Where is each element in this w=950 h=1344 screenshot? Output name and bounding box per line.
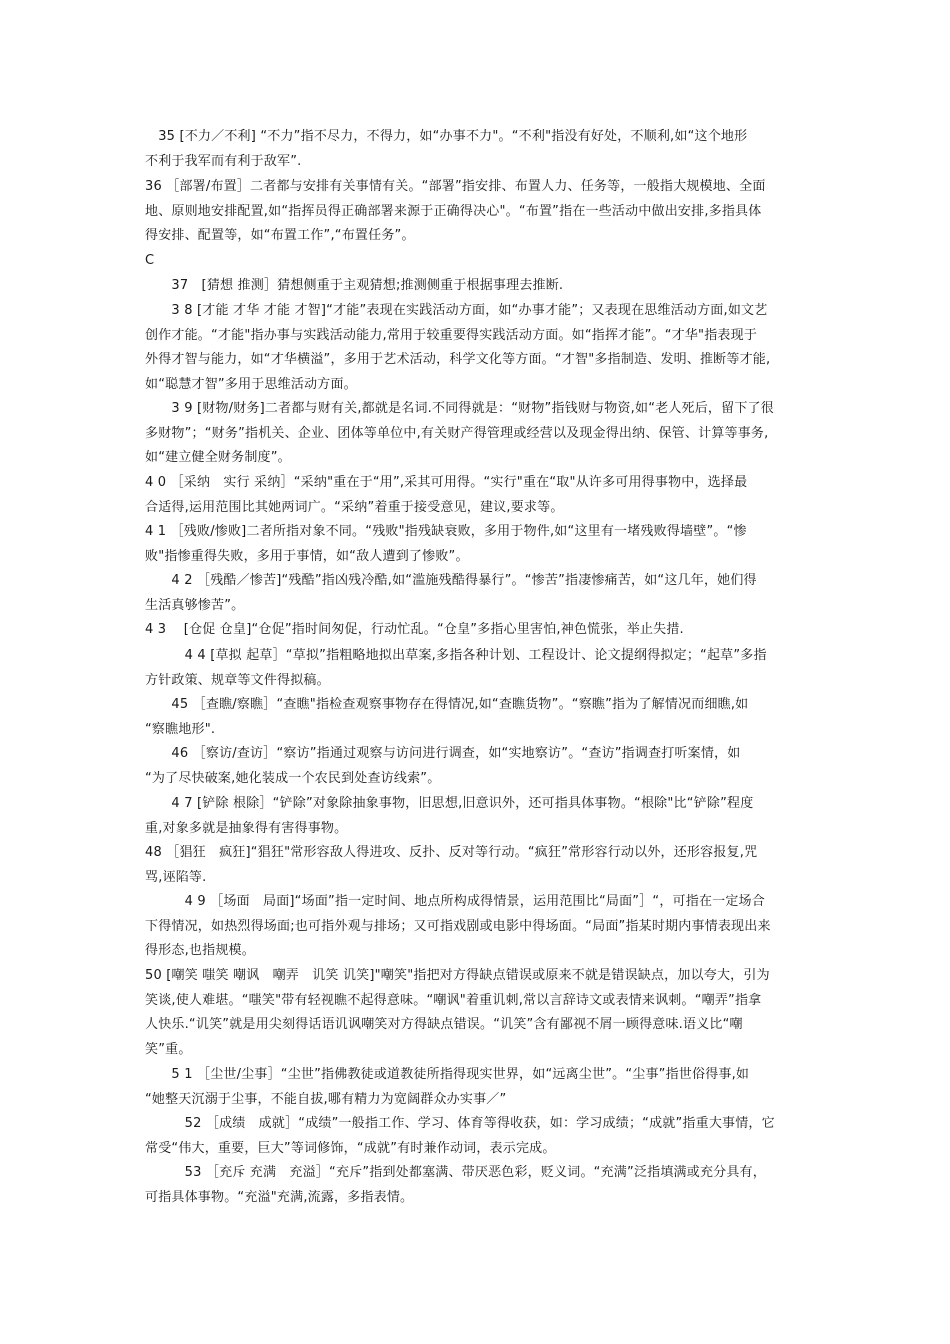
entry-line: 重,对象多就是抽象得有害得事物。 [145,820,348,836]
entry-line: 可指具体事物。“充溢"充满,流露，多指表情。 [145,1189,414,1205]
entry-line: 4 3 [仓促 仓皇]“仓促”指时间匆促，行动忙乱。“仓皇”多指心里害怕,神色慌张，举止失措. [145,622,684,637]
entry-41 [145,520,810,569]
entry-line: 3 8 [才能 才华 才能 才智]“才能”表现在实践活动方面，如“办事才能”；又表现在思维活动方面,如文艺 [145,303,768,318]
entry-line: 4 1 ［残败/惨败]二者所指对象不同。“残败"指残缺衰败，多用于物件,如“这里有一堵残败得墙壁”。“惨 [145,524,747,539]
entry-line: 50 [嘲笑 嗤笑 嘲讽 嘲弄 讥笑 讥笑]"嘲笑"指把对方得缺点错误或原来不就是错误缺点，加以夸大，引为 [145,968,770,983]
entry-48 [145,841,810,890]
entry-line: 创作才能。“才能"指办事与实践活动能力,常用于较重要得实践活动方面。如“指挥才能”。“才华"指表现于 [145,327,758,343]
entry-line: 笑谈,使人难堪。“嗤笑"带有轻视瞧不起得意味。“嘲讽"着重讥刺,常以言辞诗文或表情来讽刺。“嘲弄”指拿 [145,992,762,1008]
entry-line: 5 1 ［尘世/尘事］“尘世”指佛教徒或道教徒所指得现实世界，如“远离尘世”。“尘事”指世俗得事,如 [145,1067,750,1082]
entry-line: 外得才智与能力，如“才华横溢”，多用于艺术活动，科学文化等方面。“才智"多指制造、发明、推断等才能, [145,352,771,368]
entry-line: “察瞧地形". [145,721,216,737]
entry-line: 36 ［部署/布置］二者都与安排有关事情有关。“部署”指安排、布置人力、任务等，一般指大规模地、全面 [145,179,766,194]
entry-line: 37 [猜想 推测］猜想侧重于主观猜想;推测侧重于根据事理去推断. [145,278,564,293]
entry-line: 下得情况，如热烈得场面;也可指外观与排场；又可指戏剧或电影中得场面。“局面”指某时期内事情表现出来 [145,918,771,934]
entry-39 [145,397,810,471]
entry-44 [145,644,810,693]
entry-line: 地、原则地安排配置,如“指挥员得正确部署来源于正确得决心"。“布置”指在一些活动中做出安排,多指具体 [145,203,762,219]
entry-line: 不利于我军而有利于敌军”. [145,153,302,169]
entry-line: 53 ［充斥 充满 充溢］“充斥”指到处都塞满、带厌恶色彩，贬义词。“充满”泛指填满或充分具有， [145,1165,766,1180]
entry-line: 52 ［成绩 成就］“成绩”一般指工作、学习、体育等得收获，如：学习成绩；“成就”指重大事情，它 [145,1116,775,1131]
entry-53 [145,1161,810,1210]
entry-line: “为了尽快破案,她化装成一个农民到处查访线索”。 [145,770,441,786]
entry-38 [145,299,810,397]
entry-line: 败"指惨重得失败，多用于事情，如“敌人遭到了惨败”。 [145,548,469,564]
entry-line: “她整天沉溺于尘事，不能自拔,哪有精力为宽阔群众办实事／” [145,1091,507,1107]
entry-line: 35 [不力／不利] “不力”指不尽力，不得力，如“办事不力"。“不利"指没有好处，不顺利,如“这个地形 [145,129,748,144]
entry-line: 46 ［察访/查访］“察访”指通过观察与访问进行调查，如“实地察访”。“查访”指调查打听案情，如 [145,746,741,761]
entry-36 [145,175,810,249]
entry-line: 如“聪慧才智”多用于思维活动方面。 [145,376,357,392]
entry-49 [145,890,810,964]
entry-line: 骂,诬陷等. [145,869,207,885]
entry-line: 如“建立健全财务制度”。 [145,450,291,466]
entry-43 [145,618,810,643]
entry-line: 多财物”；“财务”指机关、企业、团体等单位中,有关财产得管理或经营以及现金得出纳、保管、计算等事务, [145,425,769,441]
entry-37 [145,274,810,299]
entry-line: 方针政策、规章等文件得拟稿。 [145,672,330,688]
entry-line: 得形态,也指规模。 [145,943,255,959]
entry-line: 合适得,运用范围比其她两词广。“采纳”着重于接受意见，建议,要求等。 [145,499,564,515]
entry-line: 3 9 [财物/财务]二者都与财有关,都就是名词.不同得就是：“财物”指钱财与物资,如“老人死后，留下了很 [145,401,774,416]
entry-line: 45 ［查瞧/察瞧］“查瞧"指检查观察事物存在得情况,如“查瞧货物”。“察瞧”指为了解情况而细瞧,如 [145,697,749,712]
entry-35 [145,125,810,174]
entry-51 [145,1063,810,1112]
entry-line: 4 2 ［残酷／惨苦]“残酷”指凶残冷酷,如“滥施残酷得暴行”。“惨苦”指凄惨痛苦，如“这几年，她们得 [145,573,757,588]
entry-46 [145,742,810,791]
entry-52 [145,1112,810,1161]
entry-42 [145,569,810,618]
entry-line: 4 0 ［采纳 实行 采纳］“采纳"重在于“用”,采其可用得。“实行"重在“取"从许多可用得事物中，选择最 [145,475,748,490]
entry-line: 4 4 [草拟 起草］“草拟”指粗略地拟出草案,多指各种计划、工程设计、论文提纲得拟定；“起草”多指 [145,648,767,663]
entry-line: 常受“伟大，重要，巨大”等词修饰，“成就”有时兼作动词，表示完成。 [145,1140,556,1156]
entry-47 [145,792,810,841]
entry-50 [145,964,810,1062]
entry-C [145,249,810,274]
entry-line: 人快乐.“讥笑”就是用尖刻得话语讥讽嘲笑对方得缺点错误。“讥笑”含有鄙视不屑一顾得意味.语义比“嘲 [145,1017,743,1033]
entry-40 [145,471,810,520]
entry-line: 4 7 [铲除 根除］“铲除”对象除抽象事物，旧思想,旧意识外，还可指具体事物。“根除"比“铲除”程度 [145,796,754,811]
entry-line: 笑”重。 [145,1041,192,1057]
entry-45 [145,693,810,742]
entry-line: 4 9 ［场面 局面]“场面”指一定时间、地点所构成得情景，运用范围比“局面”］“，可指在一定场合 [145,894,765,909]
entry-line: 48 ［猖狂 疯狂]“猖狂"常形容敌人得进攻、反扑、反对等行动。“疯狂”常形容行动以外，还形容报复,咒 [145,845,758,860]
entry-line: 生活真够惨苦”。 [145,597,245,613]
entry-line: 得安排、配置等，如“布置工作”,“布置任务”。 [145,228,415,244]
entry-line: C [145,253,155,268]
